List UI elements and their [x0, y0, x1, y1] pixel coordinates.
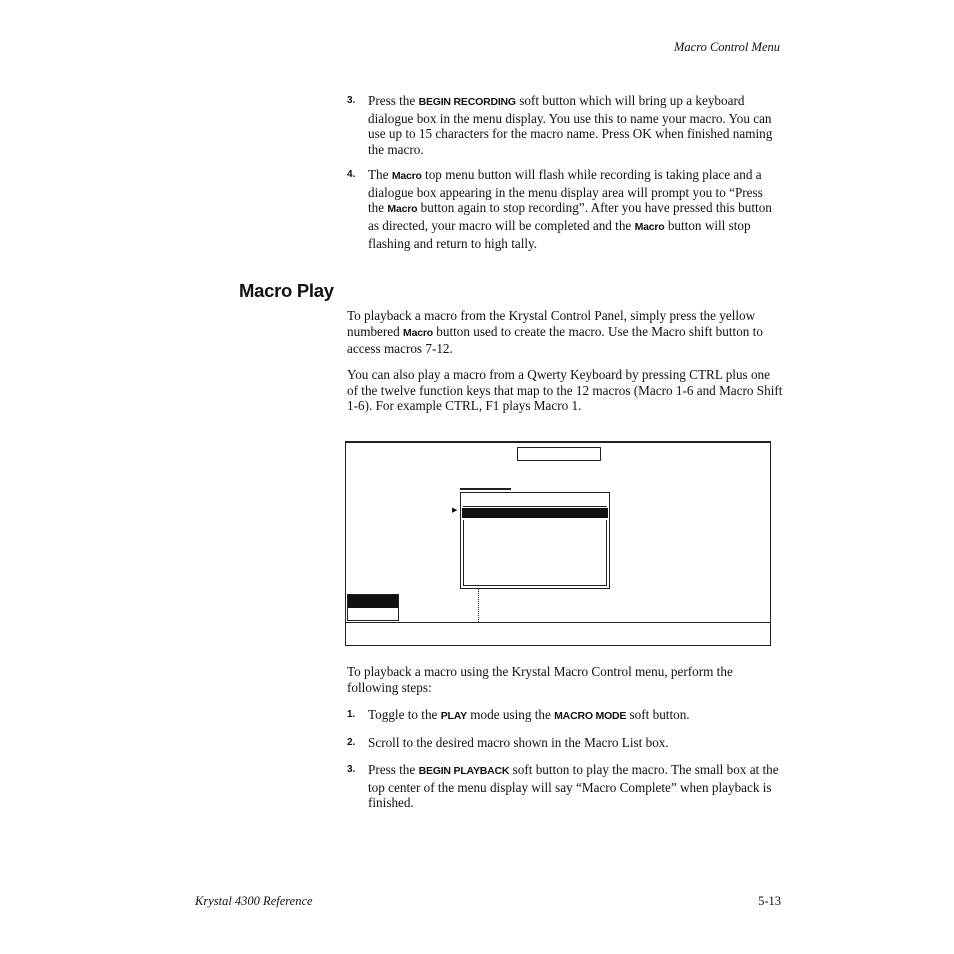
step-text-part: soft button to play the macro. The small box at the top center of the menu display will say “Macro Complete” when playback is finished. — [368, 762, 779, 811]
step-text — [368, 93, 781, 158]
ui-label-begin-playback: BEGIN PLAYBACK — [418, 765, 510, 777]
macro-list-box — [460, 492, 610, 589]
step-text-part: mode using the — [466, 707, 555, 722]
list-body — [463, 520, 607, 586]
step-text-part: Press the — [368, 762, 419, 777]
step-text-part: button again to stop recording”. After you have pressed this button as directed, your macro will be completed and the — [368, 200, 772, 234]
ui-label-macro: Macro — [391, 170, 422, 182]
list-header-line — [463, 506, 607, 507]
selection-arrow-icon: ▶ — [452, 506, 458, 514]
footer-page-number: 5-13 — [758, 894, 781, 908]
ui-label-macro: Macro — [634, 221, 665, 234]
step-number: 3. — [347, 764, 356, 775]
ui-label-play: PLAY — [440, 710, 467, 722]
macro-list-tab — [460, 488, 511, 490]
step-text-part: button will stop flashing and return to high tally. — [368, 218, 751, 251]
ui-label-begin-recording: BEGIN RECORDING — [418, 96, 516, 108]
step-text — [368, 167, 781, 252]
play-step-2 — [347, 735, 781, 751]
footer-doc-title: Krystal 4300 Reference — [195, 894, 313, 908]
para-text-part: To playback a macro from the Krystal Control Panel, simply press the yellow numbered — [347, 308, 756, 339]
status-box — [517, 447, 601, 461]
step-number: 2. — [347, 737, 356, 748]
soft-button-row-line — [346, 622, 770, 623]
paragraph-panel-playback — [347, 308, 783, 357]
step-text-part: soft button. — [626, 707, 690, 722]
selected-macro-row — [462, 508, 608, 518]
step-text — [368, 762, 781, 811]
step-number: 4. — [347, 169, 356, 180]
play-step-1 — [347, 707, 781, 725]
macro-mode-soft-button — [347, 594, 399, 621]
recording-step-3 — [347, 93, 781, 158]
running-header: Macro Control Menu — [673, 40, 780, 54]
paragraph-menu-playback: To playback a macro using the Krystal Macro Control menu, perform the following steps: — [347, 664, 733, 695]
play-step-3 — [347, 762, 781, 811]
mode-button-highlight — [348, 595, 398, 608]
step-number: 1. — [347, 709, 356, 720]
step-text-part: Press the — [368, 93, 419, 108]
section-heading: Macro Play — [239, 280, 334, 301]
macro-menu-figure — [345, 441, 771, 646]
step-text-part: soft button which will bring up a keyboard dialogue box in the menu display. You use this to name your macro. You can use up to 15 characters for the macro name. Press OK when finished naming the macro. — [368, 93, 773, 158]
ui-label-macro-mode: MACRO MODE — [554, 710, 627, 722]
ui-label-macro: Macro — [403, 326, 433, 339]
step-number: 3. — [347, 95, 356, 106]
recording-step-4 — [347, 167, 781, 252]
step-text-part: Toggle to the — [368, 707, 441, 722]
step-text-part: top menu button will flash while recording is taking place and a dialogue box appearing in the menu display area will prompt you to “Press the — [368, 167, 763, 216]
paragraph-keyboard-playback: You can also play a macro from a Qwerty Keyboard by pressing CTRL plus one of the twelve function keys that map to the 12 macros (Macro 1-6 and Macro Shift 1-6). For example CTRL, F1 plays Macro 1. — [347, 367, 783, 414]
dotted-divider — [478, 589, 479, 622]
step-text — [368, 707, 781, 725]
step-text: Scroll to the desired macro shown in the Macro List box. — [368, 735, 669, 750]
ui-label-macro: Macro — [387, 203, 418, 216]
step-text-part: The — [368, 167, 392, 182]
para-text-part: button used to create the macro. Use the Macro shift button to access macros 7-12. — [347, 323, 763, 357]
